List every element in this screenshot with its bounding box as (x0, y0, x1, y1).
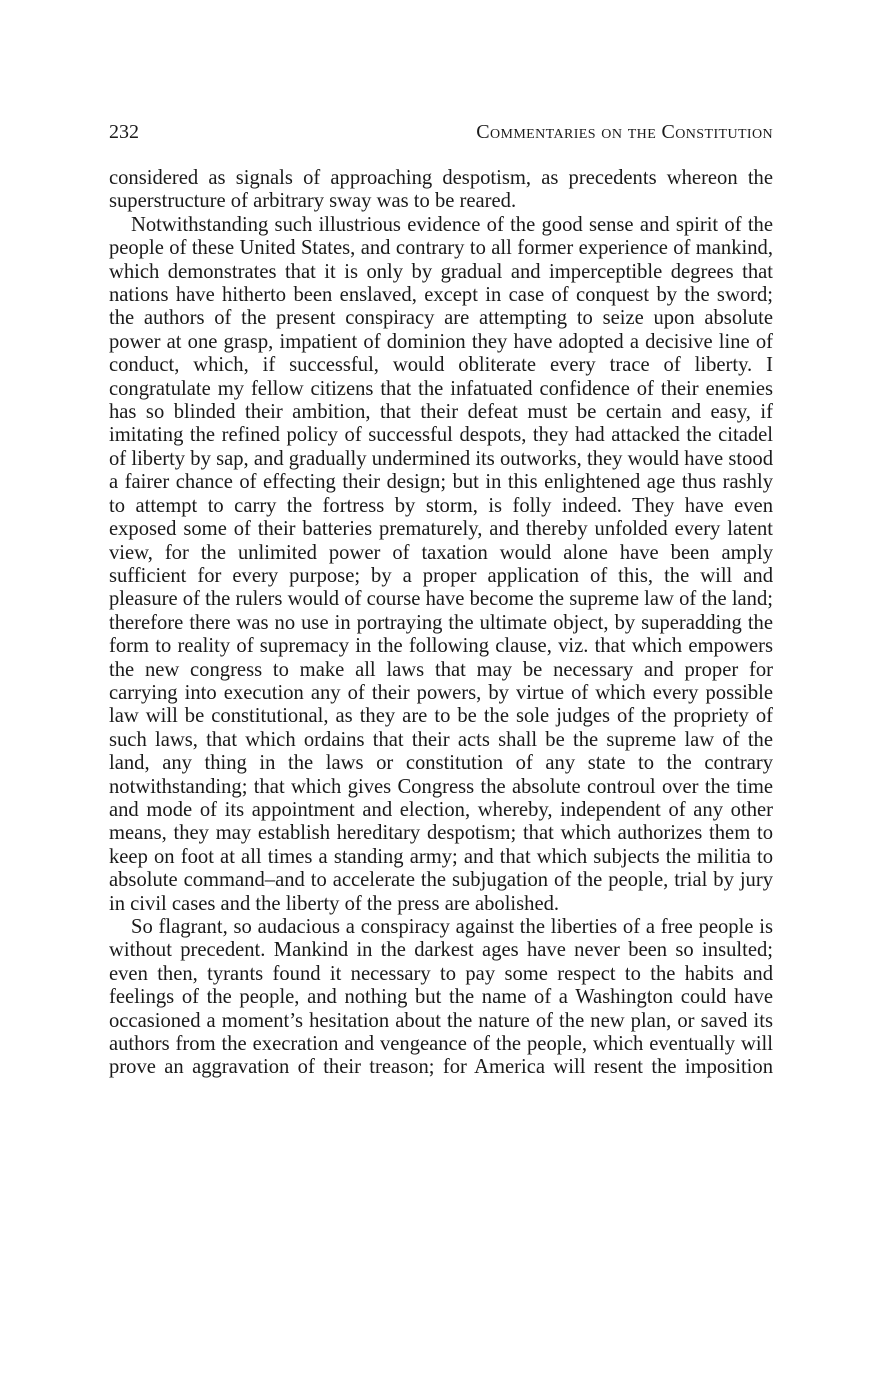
paragraph-conspiracy: Notwithstanding such illustrious evidence of the good sense and spirit of the people of these United States, and contrary to all former experience of mankind, which demonstrates that it is only by gradual and imperceptible degrees that nations have hitherto been enslaved, except in case of conquest by the sword; the authors of the present conspiracy are attempting to seize upon absolute power at one grasp, impatient of dominion they have adopted a decisive line of conduct, which, if successful, would obliterate every trace of liberty. I congratulate my fellow citizens that the infatuated confidence of their enemies has so blinded their ambition, that their defeat must be certain and easy, if imitating the refined policy of successful despots, they had attacked the citadel of liberty by sap, and gradually undermined its outworks, they would have stood a fairer chance of effecting their design; but in this enlightened age thus rashly to attempt to carry the fortress by storm, is folly indeed. They have even exposed some of their batteries prematurely, and thereby unfolded every latent view, for the unlimited power of taxation would alone have been amply sufficient for every purpose; by a proper application of this, the will and pleasure of the rulers would of course have become the supreme law of the land; therefore there was no use in portraying the ultimate object, by superadding the form to reality of supremacy in the following clause, viz. that which empowers the new congress to make all laws that may be necessary and proper for carrying into execution any of their powers, by virtue of which every possible law will be constitutional, as they are to be the sole judges of the propriety of such laws, that which ordains that their acts shall be the supreme law of the land, any thing in the laws or constitution of any state to the contrary notwithstanding; that which gives Congress the absolute controul over the time and mode of its appointment and election, whereby, independent of any other means, they may establish hereditary despotism; that which authorizes them to keep on foot at all times a standing army; and that which subjects the militia to absolute command–and to accelerate the subjugation of the people, trial by jury in civil cases and the liberty of the press are abolished. (109, 213, 773, 915)
running-title: Commentaries on the Constitution (476, 121, 773, 143)
running-head (109, 118, 773, 146)
paragraph-continuation: considered as signals of approaching despotism, as precedents whereon the superstructure of arbitrary sway was to be reared. (109, 167, 773, 213)
body-text (109, 167, 773, 1080)
page-number: 232 (109, 121, 139, 143)
paragraph-flagrant: So flagrant, so audacious a conspiracy against the liberties of a free people is without precedent. Mankind in the darkest ages have never been so insulted; even then, tyrants found it necessary to pay some respect to the habits and feelings of the people, and nothing but the name of a Washington could have occasioned a moment’s hesitation about the nature of the new plan, or saved its authors from the execration and vengeance of the people, which eventually will prove an aggravation of their treason; for America will resent the imposition (109, 916, 773, 1079)
